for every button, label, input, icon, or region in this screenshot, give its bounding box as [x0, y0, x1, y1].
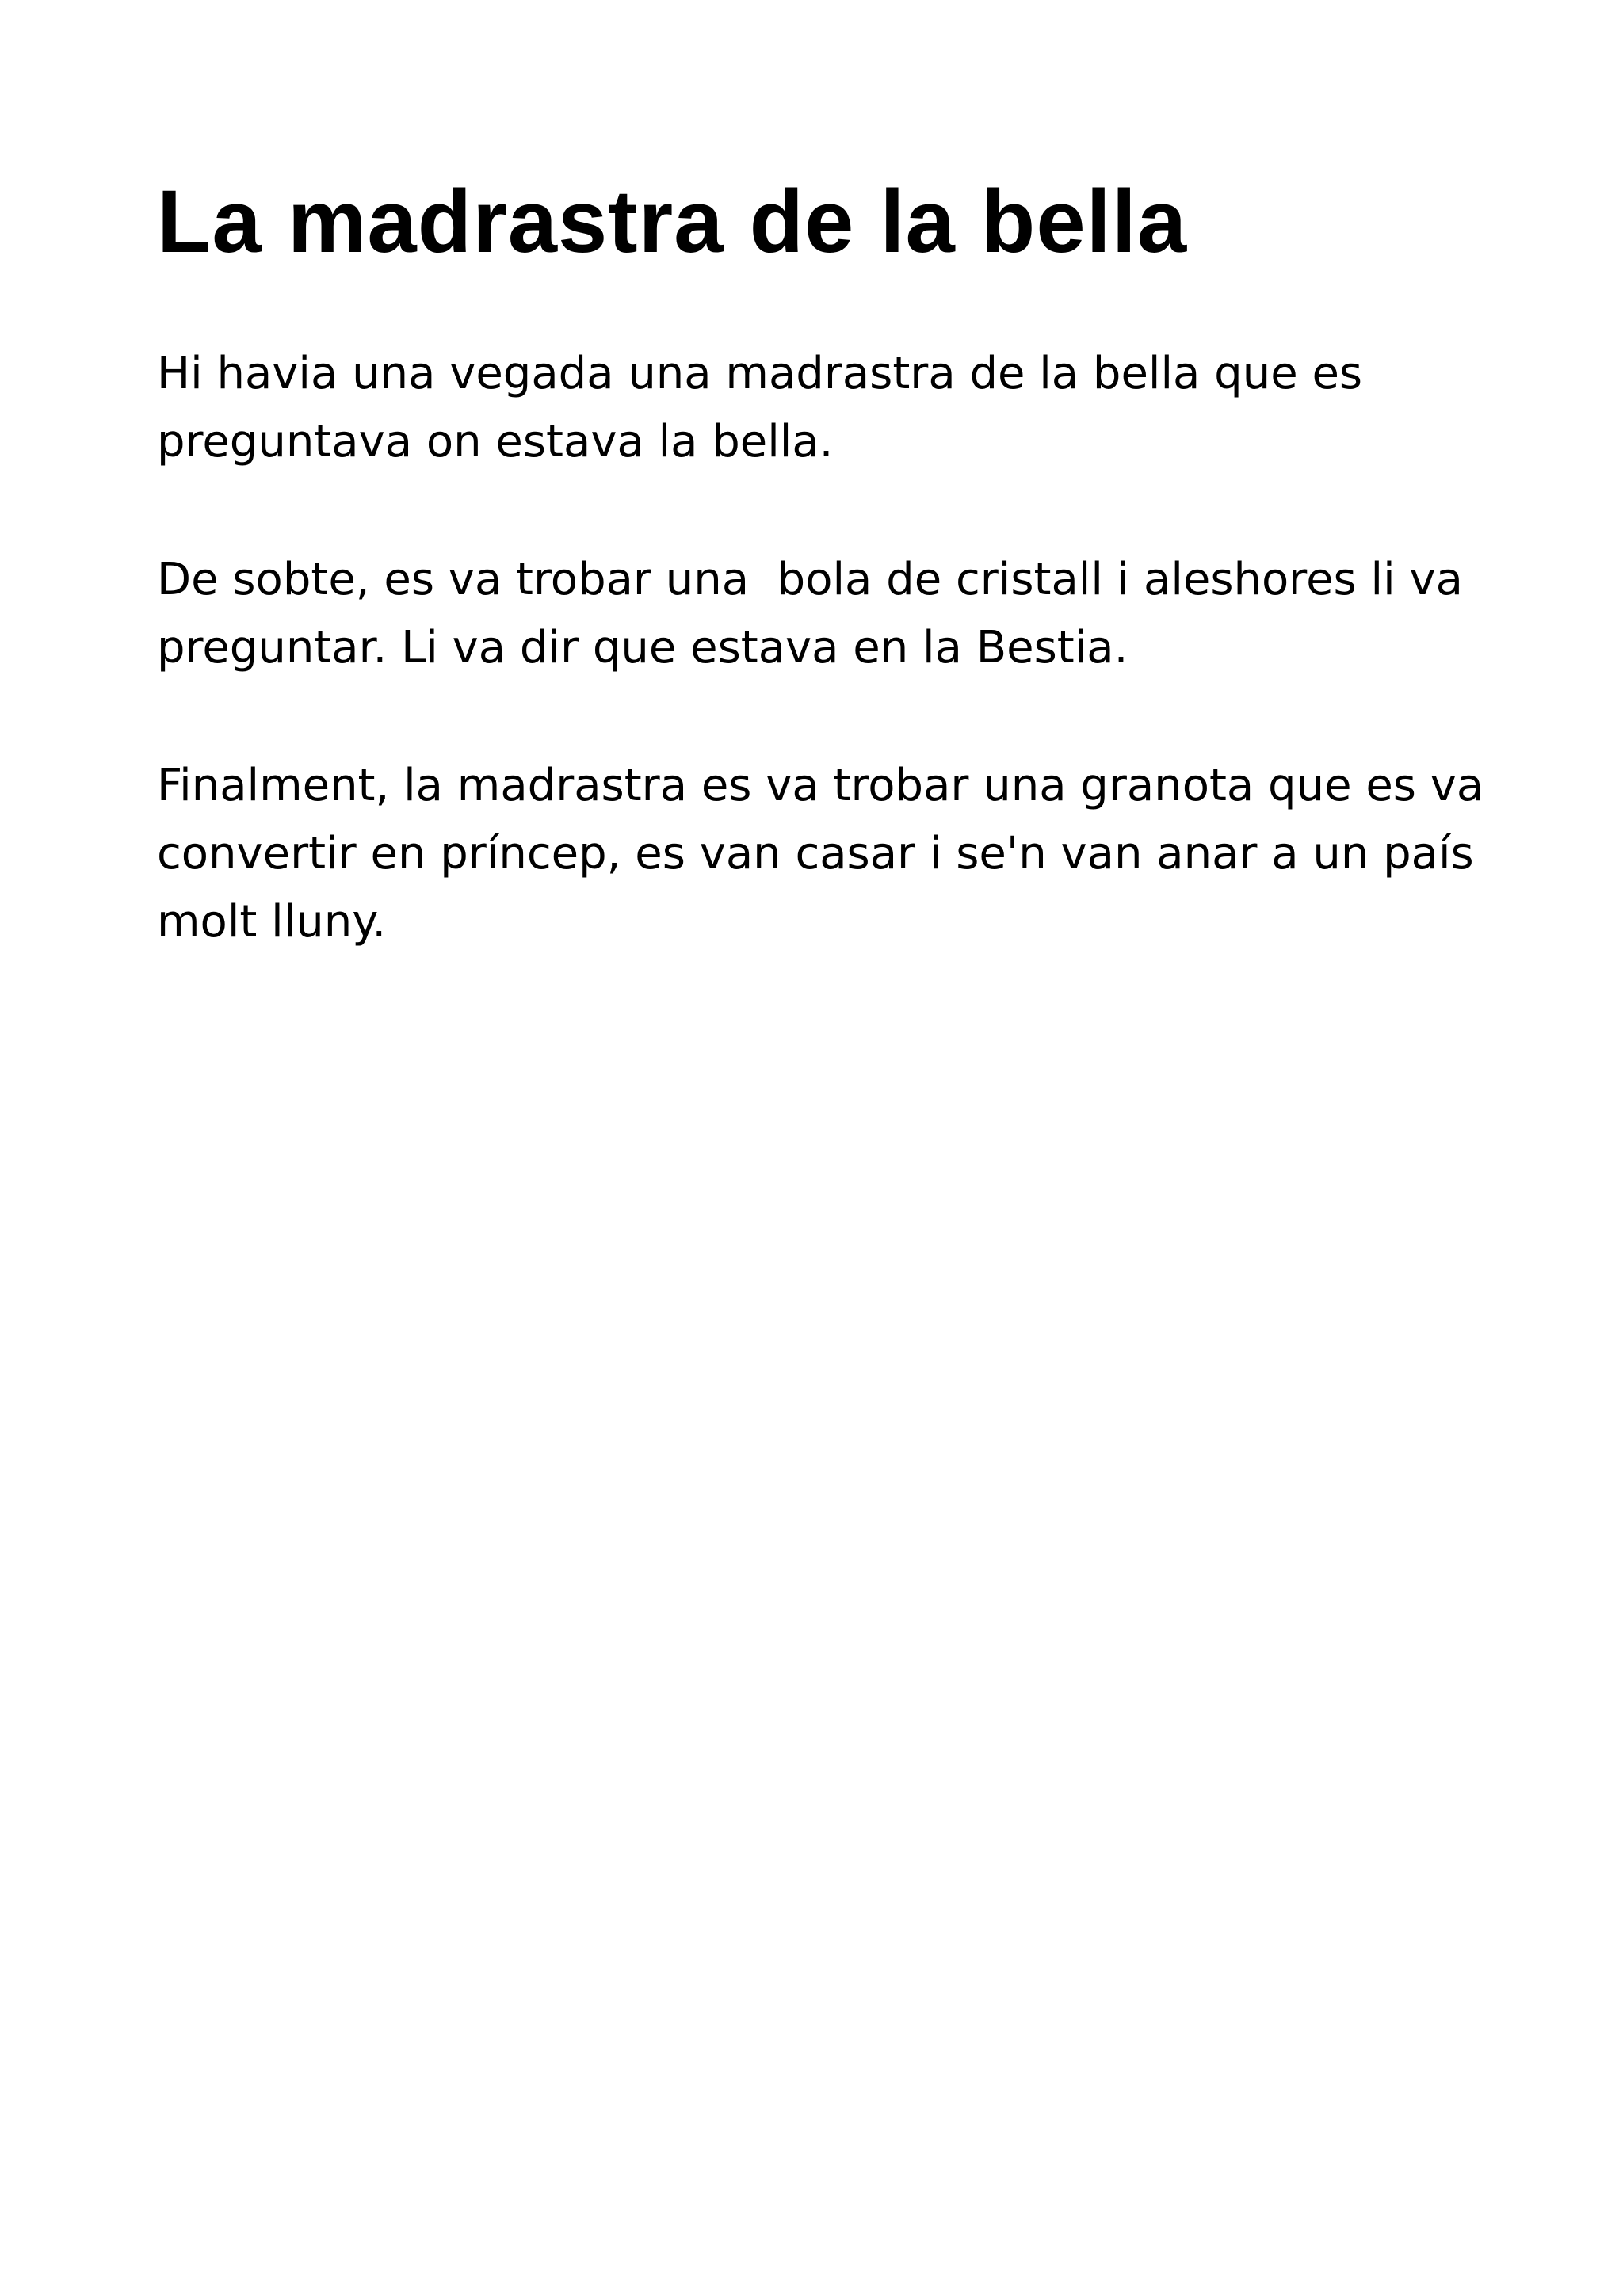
- story-paragraph-1: Hi havia una vegada una madrastra de la bella que es preguntava on estava la bella.: [157, 348, 1377, 468]
- story-body: [157, 340, 1504, 956]
- story-paragraph-3: Finalment, la madrastra es va trobar una granota que es va convertir en príncep, es van casar i se'n van anar a un país molt lluny.: [157, 760, 1499, 948]
- document-content: [157, 173, 1504, 956]
- document-title: La madrastra de la bella: [157, 172, 1188, 271]
- story-paragraph-2: De sobte, es va trobar una bola de cristall i aleshores li va preguntar. Li va dir que estava en la Bestia.: [157, 554, 1477, 674]
